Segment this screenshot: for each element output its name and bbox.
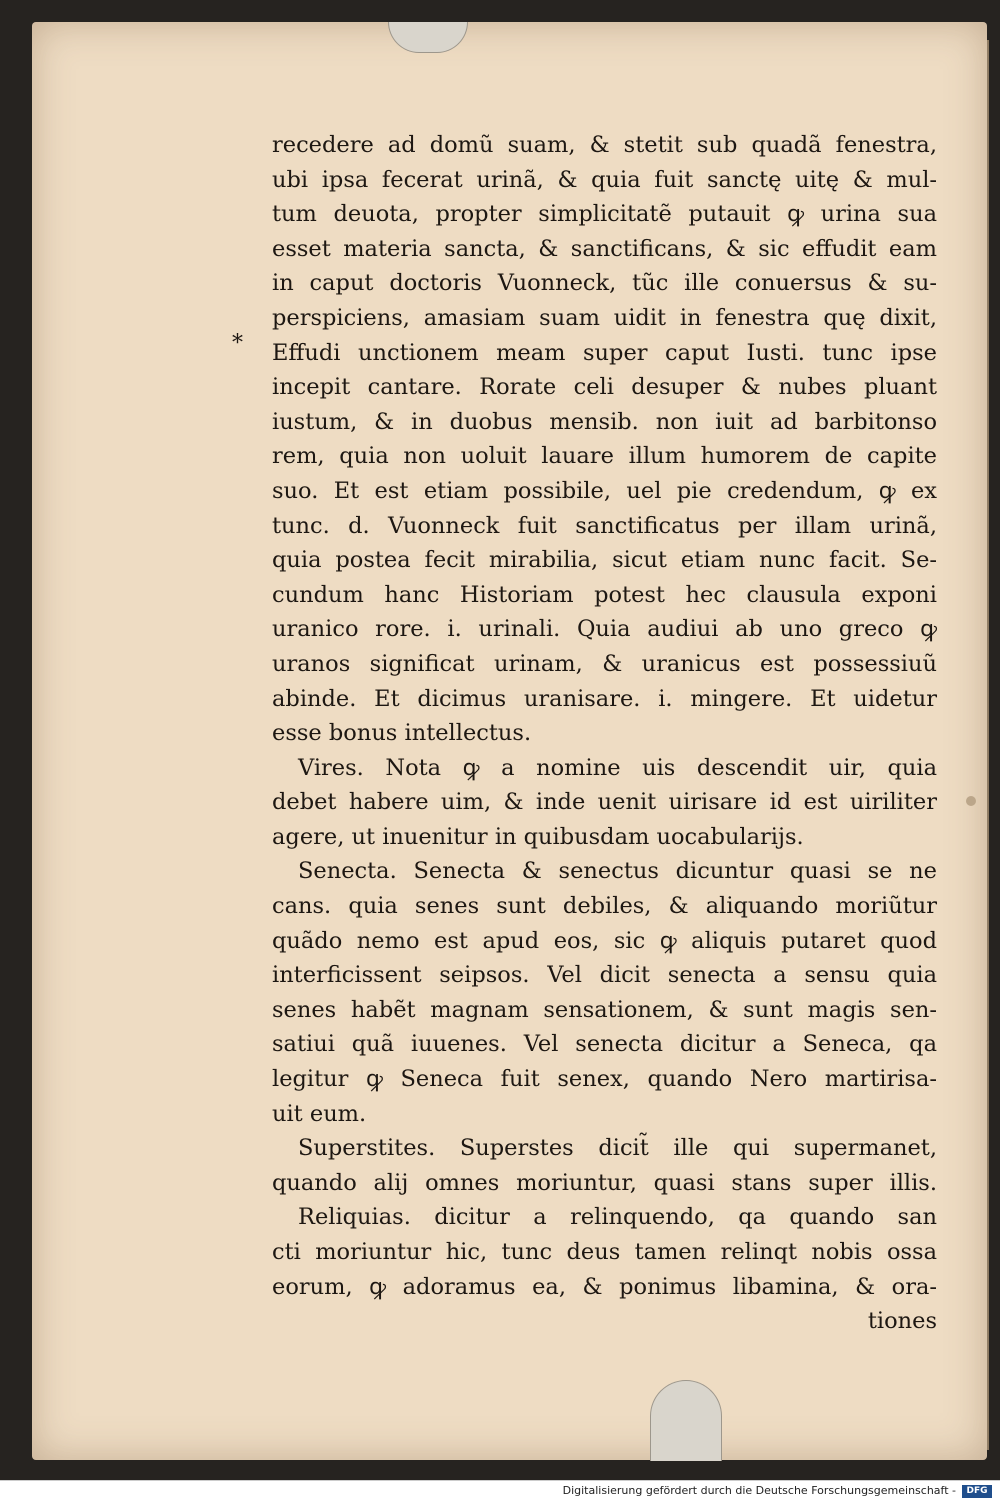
- text-line: tum deuota, propter simplicitatẽ putauit ꝙ urina sua: [272, 201, 937, 228]
- text-line: uranos significat urinam, & uranicus est possessiuũ: [272, 650, 937, 677]
- text-line: eorum, ꝙ adoramus ea, & ponimus libamina, & ora-: [272, 1273, 937, 1300]
- text-line: senes habẽt magnam sensationem, & sunt magis sen-: [272, 996, 937, 1023]
- text-line: esset materia sancta, & sanctificans, & sic effudit eam: [272, 235, 937, 262]
- page-text: [272, 128, 937, 1339]
- text-line: esse bonus intellectus.: [272, 720, 532, 747]
- digitization-footer: [0, 1480, 1000, 1503]
- margin-asterisk: *: [232, 331, 243, 356]
- text-line: debet habere uim, & inde uenit uirisare id est uiriliter: [272, 789, 937, 816]
- text-line: ubi ipsa fecerat urinã, & quia fuit sanctę uitę & mul-: [272, 166, 937, 193]
- dfg-logo: DFG: [962, 1485, 992, 1498]
- text-line: quia postea fecit mirabilia, sicut etiam nunc facit. Se-: [272, 547, 937, 574]
- text-line: agere, ut inuenitur in quibusdam uocabularijs.: [272, 823, 804, 850]
- text-line: recedere ad domũ suam, & stetit sub quadã fenestra,: [272, 132, 937, 158]
- catchword: tiones: [867, 1308, 937, 1335]
- text-line: iustum, & in duobus mensib. non iuit ad barbitonso: [272, 408, 937, 435]
- text-line: legitur ꝙ Seneca fuit senex, quando Nero martirisa-: [272, 1066, 937, 1093]
- text-line: Senecta. Senecta & senectus dicuntur quasi se ne: [298, 858, 937, 885]
- text-line: cti moriuntur hic, tunc deus tamen relinqt nobis ossa: [272, 1239, 937, 1265]
- text-line: Vires. Nota ꝙ a nomine uis descendit uir, quia: [298, 754, 937, 781]
- text-line: in caput doctoris Vuonneck, tũc ille conuersus & su-: [272, 270, 937, 297]
- text-line: interficissent seipsos. Vel dicit senecta a sensu quia: [272, 962, 937, 989]
- funding-credit: Digitalisierung gefördert durch die Deutsche Forschungsgemeinschaft -: [562, 1484, 956, 1497]
- text-line: suo. Et est etiam possibile, uel pie credendum, ꝙ ex: [272, 477, 937, 504]
- page-hole: [966, 796, 976, 806]
- text-line: quãdo nemo est apud eos, sic ꝙ aliquis putaret quod: [272, 927, 937, 954]
- text-line: cans. quia senes sunt debiles, & aliquando moriũtur: [272, 893, 937, 920]
- text-line: tunc. d. Vuonneck fuit sanctificatus per illam urinã,: [272, 512, 937, 539]
- text-line: abinde. Et dicimus uranisare. i. mingere. Et uidetur: [272, 685, 937, 712]
- text-line: quando alij omnes moriuntur, quasi stans super illis.: [272, 1169, 937, 1196]
- text-line: uranico rore. i. urinali. Quia audiui ab uno greco ꝙ: [272, 616, 937, 643]
- text-line: rem, quia non uoluit lauare illum humorem de capite: [272, 443, 937, 470]
- bottom-page-clip: [650, 1380, 722, 1461]
- text-line: incepit cantare. Rorate celi desuper & nubes pluant: [272, 374, 937, 401]
- text-line: Superstites. Superstes dicit̃ ille qui supermanet,: [298, 1135, 937, 1162]
- text-line: Reliquias. dicitur a relinquendo, qa quando san: [298, 1204, 937, 1231]
- text-line: perspiciens, amasiam suam uidit in fenestra quę dixit,: [272, 304, 937, 331]
- text-line: Effudi unctionem meam super caput Iusti. tunc ipse: [272, 339, 937, 366]
- text-line: satiui quã iuuenes. Vel senecta dicitur a Seneca, qa: [272, 1031, 937, 1058]
- text-line: cundum hanc Historiam potest hec clausula exponi: [272, 581, 937, 608]
- text-line: uit eum.: [272, 1100, 367, 1127]
